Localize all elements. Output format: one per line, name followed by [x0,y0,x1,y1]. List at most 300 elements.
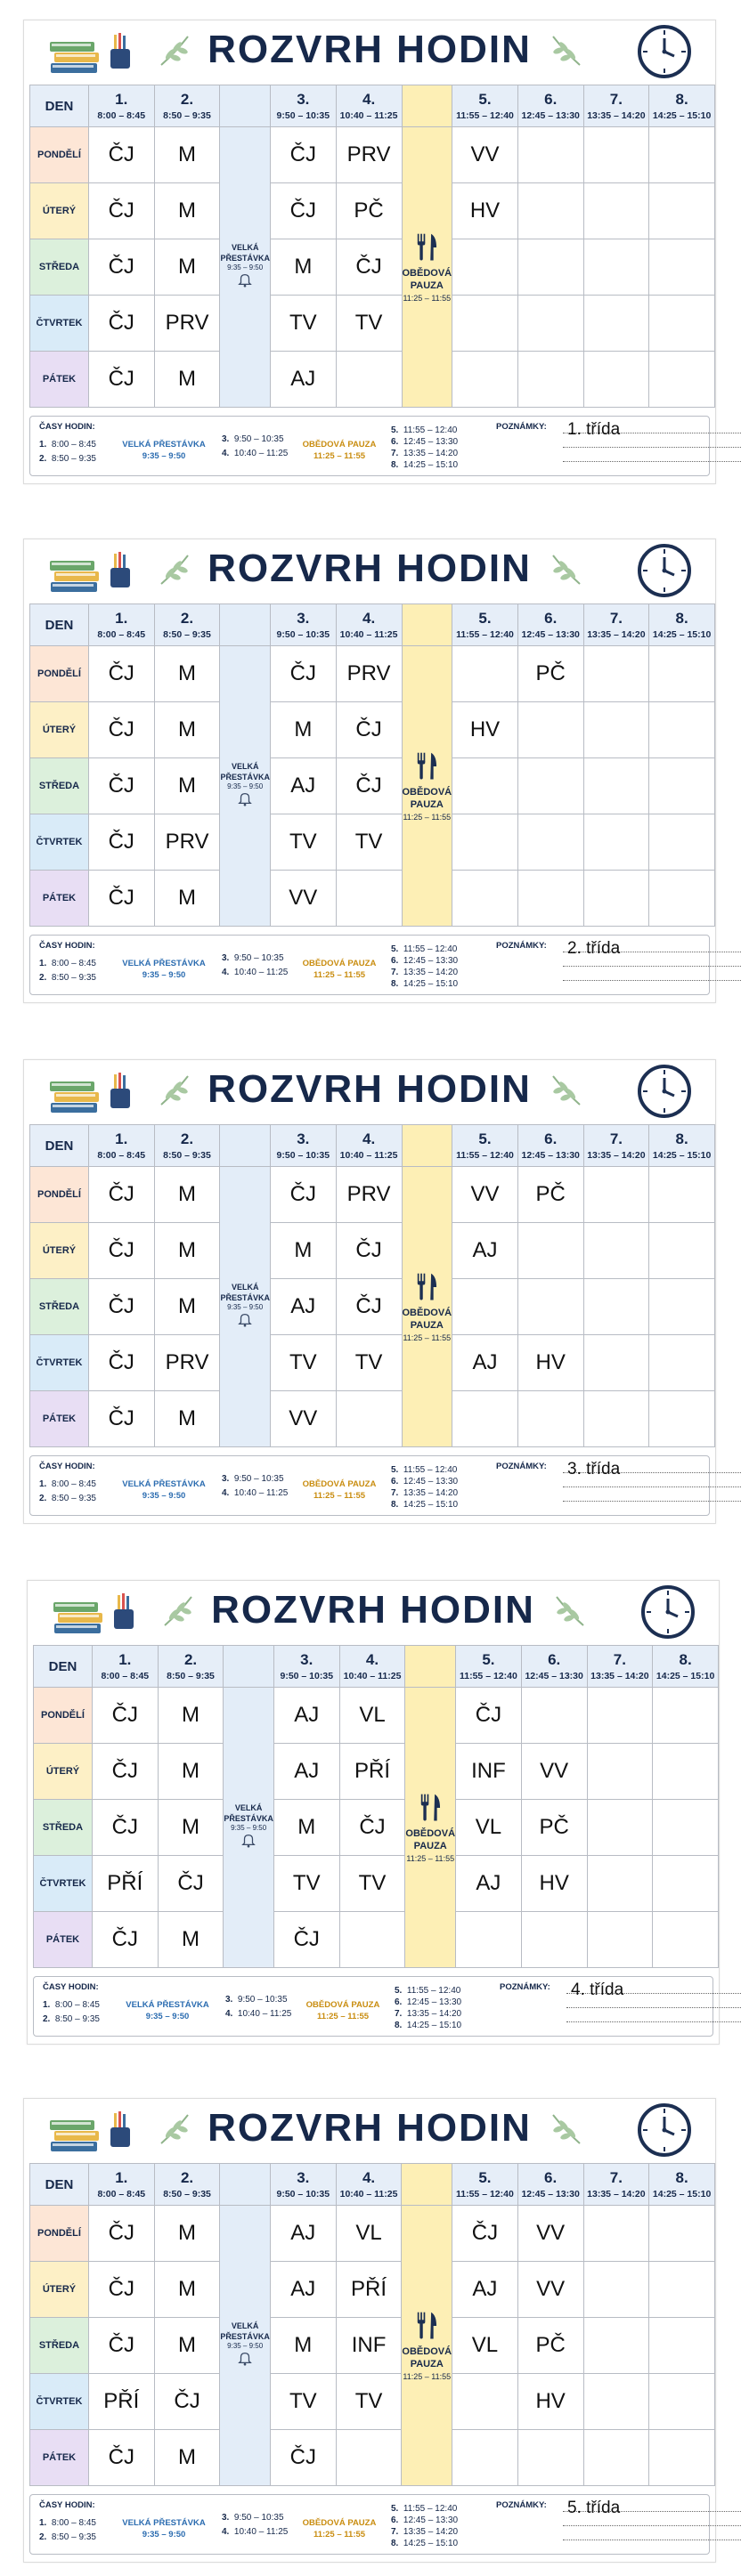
period-number: 4. [362,91,376,108]
footer-time-number: 4. [222,1488,230,1498]
subject-cell [649,1279,715,1335]
poznamky-label: POZNÁMKY: [496,422,547,432]
lunch-label: PAUZA [410,279,444,291]
footer-time-range: 8:00 – 8:45 [51,1479,96,1489]
subject-cell [583,1391,649,1447]
period-number: 1. [115,610,128,627]
subject-cell: ČJ [336,702,402,758]
note-line [563,1501,741,1502]
period-number: 5. [478,2169,492,2186]
subject-cell: ČJ [88,1279,154,1335]
footer-time-item [391,1500,458,1510]
lunch-label: PAUZA [410,1319,444,1331]
subject-cell: M [154,702,220,758]
subject-cell: PŘÍ [92,1856,158,1912]
subject-cell [649,702,715,758]
period-number: 3. [300,1651,314,1668]
subject-cell: VL [339,1688,405,1744]
subject-cell: ČJ [88,1335,154,1391]
subject-cell: PRV [336,646,402,702]
subject-cell [649,296,715,352]
lunch-time: 11:25 – 11:55 [403,2371,452,2381]
day-label: ČTVRTEK [34,1856,93,1912]
subject-cell [452,239,518,296]
subject-cell: ČJ [92,1800,158,1856]
subject-cell [649,1335,715,1391]
subject-cell [517,183,583,239]
subject-cell [583,127,649,183]
footer-time-number: 4. [222,449,230,458]
footer-time-item [43,2014,100,2024]
obedova-pauza-time: 11:25 – 11:55 [316,2012,370,2021]
day-label: PÁTEK [30,2430,89,2486]
lunch-label: OBĚDOVÁ [402,267,452,279]
footer-time-item [222,2527,288,2537]
subject-cell: ČJ [154,2374,220,2430]
footer-time-number: 1. [39,2518,47,2528]
break-column-header [220,1125,271,1167]
period-time: 11:55 – 12:40 [460,1671,517,1681]
period-time: 9:50 – 10:35 [276,2189,330,2199]
footer-time-item [222,434,284,444]
footer-time-range: 13:35 – 14:20 [406,2009,462,2019]
period-header [270,604,336,646]
footer-time-number: 8. [395,2021,403,2030]
footer-time-item [39,440,96,450]
subject-cell: PŘÍ [336,2262,402,2318]
period-header [583,604,649,646]
period-number: 7. [609,91,623,108]
subject-cell: ČJ [270,183,336,239]
subject-cell: AJ [270,1279,336,1335]
obedova-pauza-time: 11:25 – 11:55 [313,970,366,980]
clock-icon [637,543,692,598]
subject-cell [583,239,649,296]
period-header [649,604,715,646]
obedova-pauza-time: 11:25 – 11:55 [313,2530,366,2540]
footer-time-item [39,454,96,464]
schedule-sheet [27,1580,720,2045]
footer-time-number: 5. [391,944,399,954]
period-time: 10:40 – 11:25 [339,2189,398,2199]
clock-icon [637,2102,692,2158]
subject-cell [517,2430,583,2486]
subject-cell [649,239,715,296]
subject-cell [583,2318,649,2374]
timetable [29,1124,715,1447]
subject-cell: ČJ [88,758,154,814]
lunch-label: OBĚDOVÁ [405,1827,456,1839]
period-number: 8. [675,610,688,627]
footer-time-range: 11:55 – 12:40 [403,425,458,435]
subject-cell: ČJ [273,1912,339,1968]
lunch-label: OBĚDOVÁ [402,1307,452,1318]
day-row [30,2206,715,2262]
footer-time-item [43,2000,100,2010]
period-number: 5. [482,1651,495,1668]
day-label: ÚTERÝ [30,1223,89,1279]
footer-time-item [395,2009,461,2019]
subject-cell: INF [456,1744,522,1800]
day-row [30,2318,715,2374]
period-header [270,1125,336,1167]
obedova-pauza-label: OBĚDOVÁ PAUZA [305,2000,380,2010]
period-number: 5. [478,1130,492,1147]
subject-cell: TV [336,296,402,352]
subject-cell [587,1800,653,1856]
velka-prestavka-time: 9:35 – 9:50 [142,451,186,461]
period-time: 11:55 – 12:40 [456,629,514,640]
footer-time-number: 2. [43,2014,51,2024]
footer-time-number: 7. [391,1488,399,1498]
footer-time-range: 8:50 – 9:35 [51,454,96,464]
subject-cell: ČJ [270,646,336,702]
footer-time-range: 12:45 – 13:30 [406,1997,462,2007]
day-label: ČTVRTEK [30,296,89,352]
day-label: PÁTEK [30,871,89,927]
obedova-pauza-label: OBĚDOVÁ PAUZA [302,2518,377,2528]
note-line [563,1486,741,1487]
period-header [583,1125,649,1167]
subject-cell [517,702,583,758]
footer-time-item [222,968,288,977]
lunch-column-header [402,2164,452,2206]
day-row [30,2262,715,2318]
footer-time-range: 9:50 – 10:35 [237,1995,288,2005]
subject-cell [521,1912,587,1968]
footer-time-item [391,956,458,966]
break-time: 9:35 – 9:50 [227,1303,264,1311]
footer-time-range: 11:55 – 12:40 [403,944,458,954]
break-label: VELKÁ [231,1283,259,1292]
lunch-time: 11:25 – 11:55 [403,293,452,303]
period-header [583,2164,649,2206]
poznamky-label: POZNÁMKY: [496,941,547,951]
footer-time-range: 13:35 – 14:20 [403,449,459,458]
note-line [566,2007,741,2008]
period-number: 8. [675,1130,688,1147]
subject-cell: HV [521,1856,587,1912]
day-label: STŘEDA [30,758,89,814]
footer-time-number: 6. [391,2515,399,2525]
period-header [336,2164,402,2206]
subject-cell: M [154,1223,220,1279]
subject-cell [583,296,649,352]
subject-cell: HV [517,2374,583,2430]
clock-icon [640,1584,696,1640]
subject-cell: PRV [154,1335,220,1391]
footer-time-range: 10:40 – 11:25 [233,449,289,458]
subject-cell: M [154,2262,220,2318]
period-number: 7. [609,2169,623,2186]
subject-cell [653,1744,719,1800]
subject-cell: VV [517,2262,583,2318]
subject-cell: AJ [273,1744,339,1800]
subject-cell [649,871,715,927]
day-label: ČTVRTEK [30,2374,89,2430]
lunch-label: OBĚDOVÁ [402,2345,452,2357]
times-footer [29,416,710,476]
den-header: DEN [30,2164,89,2206]
footer-time-number: 2. [39,2532,47,2542]
break-column-header [220,85,271,127]
lunch-time: 11:25 – 11:55 [406,1853,455,1863]
footer-time-range: 8:50 – 9:35 [51,1494,96,1503]
subject-cell: ČJ [270,127,336,183]
footer-time-item [39,959,96,968]
day-label: ÚTERÝ [30,702,89,758]
poznamky-label: POZNÁMKY: [496,2500,547,2510]
footer-time-item [391,979,458,989]
clock-icon [637,1064,692,1119]
period-header [452,604,518,646]
note-line [563,2525,741,2526]
break-column [220,1167,271,1447]
day-label: PONDĚLÍ [34,1688,93,1744]
subject-cell [521,1688,587,1744]
period-header [452,85,518,127]
subject-cell: VV [452,127,518,183]
subject-cell: PRV [154,814,220,871]
subject-cell: M [154,127,220,183]
subject-cell: ČJ [270,2430,336,2486]
period-header [649,1125,715,1167]
period-time: 13:35 – 14:20 [587,2189,646,2199]
subject-cell [587,1856,653,1912]
header-row [30,85,715,127]
bell-icon [220,790,270,811]
period-header [517,85,583,127]
period-number: 2. [180,91,194,108]
footer-time-range: 10:40 – 11:25 [233,1488,289,1498]
period-header [583,85,649,127]
day-row [30,352,715,408]
subject-cell: M [154,1391,220,1447]
day-row [30,871,715,927]
subject-cell [583,814,649,871]
leaf-branch-icon [551,1593,587,1629]
lunch-column-header [405,1646,456,1688]
day-row [30,702,715,758]
footer-time-number: 3. [225,1995,233,2005]
period-header [452,1125,518,1167]
footer-time-range: 8:50 – 9:35 [51,2532,96,2542]
day-row [30,1167,715,1223]
subject-cell: M [158,1744,224,1800]
obedova-pauza-label: OBĚDOVÁ PAUZA [302,440,377,450]
day-label: PONDĚLÍ [30,127,89,183]
subject-cell [649,1223,715,1279]
subject-cell [583,2374,649,2430]
footer-time-range: 8:00 – 8:45 [51,959,96,968]
velka-prestavka-label: VELKÁ PŘESTÁVKA [122,959,206,968]
subject-cell: M [270,239,336,296]
footer-time-range: 11:55 – 12:40 [403,1465,458,1475]
period-number: 3. [297,91,310,108]
period-time: 13:35 – 14:20 [587,629,646,640]
footer-time-range: 14:25 – 15:10 [403,460,459,470]
footer-time-item [391,437,458,447]
period-header [270,85,336,127]
period-header [517,1125,583,1167]
subject-cell [583,2206,649,2262]
day-label: STŘEDA [30,2318,89,2374]
footer-time-number: 1. [39,959,47,968]
subject-cell: ČJ [88,814,154,871]
day-row [34,1744,719,1800]
page-title: ROZVRH HODIN [211,1588,535,1632]
subject-cell: TV [336,2374,402,2430]
subject-cell [653,1800,719,1856]
period-time: 9:50 – 10:35 [280,1671,334,1681]
subject-cell: TV [270,1335,336,1391]
cutlery-icon [403,232,452,267]
subject-cell: M [154,758,220,814]
subject-cell [517,814,583,871]
footer-time-item [39,1479,96,1489]
footer-time-range: 14:25 – 15:10 [403,1500,459,1510]
leaf-branch-icon [548,33,583,69]
class-name: 2. třída [567,939,621,958]
subject-cell: M [158,1800,224,1856]
period-header [158,1646,224,1688]
day-row [34,1912,719,1968]
period-header [521,1646,587,1688]
break-time: 9:35 – 9:50 [231,1824,267,1832]
period-time: 9:50 – 10:35 [276,110,330,121]
subject-cell: PRV [336,127,402,183]
subject-cell [452,352,518,408]
subject-cell: HV [517,1335,583,1391]
footer-time-range: 8:50 – 9:35 [54,2014,100,2024]
footer-time-item [39,973,96,983]
velka-prestavka-time: 9:35 – 9:50 [145,2012,190,2021]
times-footer [29,935,710,995]
subject-cell: ČJ [452,2206,518,2262]
leaf-branch-icon [548,2111,583,2147]
subject-cell: ČJ [88,127,154,183]
footer-time-item [391,2527,458,2537]
sheet-header [24,1060,715,1122]
period-number: 4. [362,1130,376,1147]
period-time: 12:45 – 13:30 [521,629,580,640]
period-number: 2. [183,1651,198,1668]
footer-time-number: 5. [391,1465,399,1475]
subject-cell [649,352,715,408]
velka-prestavka-time: 9:35 – 9:50 [142,1491,186,1501]
break-column-header [220,2164,271,2206]
period-number: 4. [362,610,376,627]
period-time: 13:35 – 14:20 [590,1671,649,1681]
timetable [29,2163,715,2486]
subject-cell: ČJ [92,1688,158,1744]
period-time: 8:00 – 8:45 [97,1150,146,1161]
subject-cell: VL [452,2318,518,2374]
footer-time-item [391,2515,458,2525]
footer-time-number: 3. [222,1474,230,1484]
footer-time-number: 2. [39,454,47,464]
break-column [224,1688,274,1968]
subject-cell [653,1688,719,1744]
period-number: 7. [609,1130,623,1147]
note-line [563,966,741,967]
subject-cell [517,758,583,814]
subject-cell: ČJ [158,1856,224,1912]
subject-cell: TV [339,1856,405,1912]
timetable [29,603,715,927]
footer-time-number: 6. [391,437,399,447]
period-time: 12:45 – 13:30 [525,1671,583,1681]
lunch-column-header [402,1125,452,1167]
day-label: PONDĚLÍ [30,1167,89,1223]
subject-cell: INF [336,2318,402,2374]
footer-time-item [222,2513,284,2523]
subject-cell: ČJ [88,183,154,239]
footer-time-number: 7. [391,449,399,458]
subject-cell: VV [270,871,336,927]
period-time: 14:25 – 15:10 [656,1671,715,1681]
footer-time-number: 4. [225,2009,233,2019]
break-label: PŘESTÁVKA [220,1293,270,1302]
den-header: DEN [34,1646,93,1688]
schedule-sheet [23,20,716,484]
period-header [92,1646,158,1688]
subject-cell [452,2430,518,2486]
header-row [30,604,715,646]
subject-cell: M [154,1167,220,1223]
period-header [273,1646,339,1688]
day-row [30,646,715,702]
subject-cell: ČJ [88,1223,154,1279]
subject-cell: PRV [154,296,220,352]
subject-cell: M [270,702,336,758]
note-line [563,980,741,981]
period-time: 9:50 – 10:35 [276,1150,330,1161]
footer-time-range: 10:40 – 11:25 [233,968,289,977]
subject-cell: VV [517,2206,583,2262]
subject-cell: ČJ [88,352,154,408]
day-label: ÚTERÝ [30,183,89,239]
period-header [88,85,154,127]
footer-time-item [391,1477,458,1486]
subject-cell: AJ [452,1335,518,1391]
clock-icon [637,24,692,79]
period-time: 11:55 – 12:40 [456,110,514,121]
period-time: 12:45 – 13:30 [521,110,580,121]
subject-cell: ČJ [336,758,402,814]
footer-time-range: 13:35 – 14:20 [403,968,459,977]
period-time: 8:50 – 9:35 [167,1671,215,1681]
obedova-pauza-time: 11:25 – 11:55 [313,451,366,461]
lunch-label: OBĚDOVÁ [402,786,452,798]
subject-cell: VL [336,2206,402,2262]
period-time: 8:50 – 9:35 [163,2189,211,2199]
period-time: 10:40 – 11:25 [339,1150,398,1161]
subject-cell [583,1167,649,1223]
footer-time-number: 3. [222,434,230,444]
cutlery-icon [402,2311,452,2345]
subject-cell: M [154,1279,220,1335]
footer-time-number: 7. [395,2009,403,2019]
footer-time-range: 12:45 – 13:30 [403,956,459,966]
subject-cell [649,1391,715,1447]
period-time: 13:35 – 14:20 [587,110,646,121]
subject-cell: VL [456,1800,522,1856]
footer-time-range: 11:55 – 12:40 [406,1986,461,1996]
subject-cell [583,871,649,927]
day-label: STŘEDA [30,1279,89,1335]
footer-time-range: 12:45 – 13:30 [403,437,459,447]
